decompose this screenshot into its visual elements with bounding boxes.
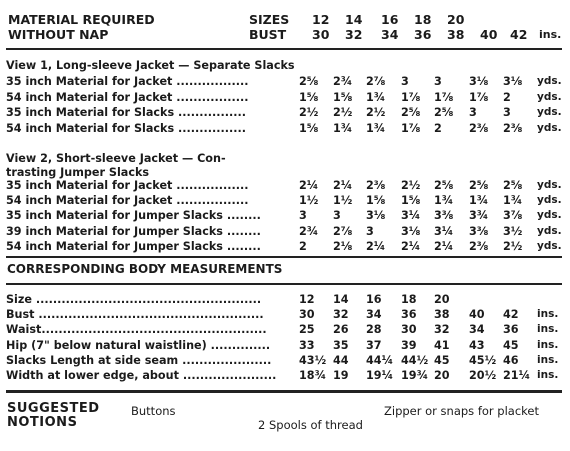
row-value: 2 bbox=[503, 90, 511, 104]
row-value: 2⅜ bbox=[503, 121, 523, 135]
row-value: 1⅞ bbox=[469, 90, 489, 104]
row-value: 19 bbox=[333, 369, 349, 382]
row-value: 18 bbox=[401, 293, 417, 306]
table-row bbox=[0, 122, 570, 137]
row-value: 2¾ bbox=[299, 224, 319, 238]
divider bbox=[6, 283, 562, 285]
row-value: 1¾ bbox=[333, 121, 353, 135]
row-value: 2⅜ bbox=[469, 239, 489, 253]
row-value: 1⅞ bbox=[434, 90, 454, 104]
row-value: 36 bbox=[503, 323, 519, 337]
row-value: 2¼ bbox=[434, 239, 454, 253]
table-row bbox=[0, 75, 570, 90]
row-value: 1⅝ bbox=[333, 90, 353, 104]
row-value: 1⅞ bbox=[401, 121, 421, 135]
body-measurements-title: CORRESPONDING BODY MEASUREMENTS bbox=[7, 262, 283, 276]
row-value: 36 bbox=[401, 308, 417, 322]
row-value: 1⅝ bbox=[299, 121, 319, 135]
row-value: 1⅞ bbox=[401, 90, 421, 104]
row-value: 44 bbox=[333, 353, 349, 367]
row-value: 3⅜ bbox=[469, 224, 489, 238]
row-value: 40 bbox=[469, 308, 485, 322]
notions-title-line-2: NOTIONS bbox=[7, 415, 78, 430]
row-value: 2⅛ bbox=[333, 239, 353, 253]
row-label: 35 inch Material for Jumper Slacks ........ bbox=[6, 209, 261, 223]
row-value: 2⅝ bbox=[469, 179, 489, 192]
divider bbox=[6, 48, 562, 50]
row-unit: ins. bbox=[537, 338, 559, 351]
row-value: 3⅛ bbox=[401, 224, 421, 238]
row-value: 1⅝ bbox=[401, 194, 421, 208]
row-value: 34 bbox=[469, 323, 485, 337]
row-label: Width at lower edge, about ...................... bbox=[6, 369, 277, 382]
row-label: 54 inch Material for Jacket ................. bbox=[6, 194, 249, 208]
row-value: 1½ bbox=[299, 194, 319, 208]
row-value: 32 bbox=[434, 323, 450, 337]
table-row bbox=[0, 225, 570, 240]
row-value: 1¾ bbox=[503, 194, 523, 208]
row-value: 32 bbox=[333, 308, 349, 322]
row-value: 34 bbox=[366, 308, 382, 322]
row-value: 2¼ bbox=[333, 179, 353, 192]
row-value: 1⅝ bbox=[366, 194, 386, 208]
size-18: 18 bbox=[414, 12, 432, 27]
table-row bbox=[0, 106, 570, 121]
divider bbox=[6, 390, 562, 393]
row-value: 2½ bbox=[503, 239, 523, 253]
bust-36: 36 bbox=[414, 27, 432, 42]
row-value: 3⅛ bbox=[469, 75, 489, 88]
row-unit: yds. bbox=[537, 224, 562, 237]
sizes-label: SIZES bbox=[249, 12, 290, 27]
table-row bbox=[0, 194, 570, 209]
row-value: 2¾ bbox=[333, 75, 353, 88]
row-value: 2¼ bbox=[366, 239, 386, 253]
row-value: 1¾ bbox=[366, 121, 386, 135]
row-value: 37 bbox=[366, 338, 382, 352]
row-value: 3 bbox=[503, 106, 511, 119]
row-value: 39 bbox=[401, 338, 417, 352]
table-row bbox=[0, 369, 570, 384]
row-value: 46 bbox=[503, 353, 519, 367]
table-row bbox=[0, 339, 570, 354]
row-unit: yds. bbox=[537, 106, 562, 118]
row-value: 45½ bbox=[469, 353, 497, 367]
row-value: 2⅝ bbox=[503, 179, 523, 192]
row-value: 19¾ bbox=[401, 369, 429, 382]
row-value: 25 bbox=[299, 323, 315, 337]
bust-38: 38 bbox=[447, 27, 465, 42]
row-unit: yds. bbox=[537, 75, 562, 87]
row-value: 3⅛ bbox=[366, 209, 386, 223]
row-value: 30 bbox=[299, 308, 315, 322]
row-value: 2½ bbox=[299, 106, 319, 119]
row-value: 3 bbox=[434, 75, 442, 88]
row-label: Hip (7" below natural waistline) .............. bbox=[6, 338, 271, 352]
row-value: 1¾ bbox=[469, 194, 489, 208]
row-value: 35 bbox=[333, 338, 349, 352]
row-value: 45 bbox=[434, 353, 450, 367]
row-value: 3 bbox=[333, 209, 341, 223]
bust-34: 34 bbox=[381, 27, 399, 42]
row-value: 21¼ bbox=[503, 369, 531, 382]
notion-zipper: Zipper or snaps for placket bbox=[384, 404, 539, 418]
row-value: 18¾ bbox=[299, 369, 327, 382]
row-label: Size ..................................................... bbox=[6, 293, 262, 306]
row-value: 3⅛ bbox=[503, 75, 523, 88]
divider bbox=[6, 256, 562, 258]
bust-unit: ins. bbox=[539, 28, 562, 41]
size-14: 14 bbox=[345, 12, 363, 27]
view2-title-line-2: trasting Jumper Slacks bbox=[6, 166, 150, 179]
table-row bbox=[0, 354, 570, 369]
row-label: 54 inch Material for Slacks ................ bbox=[6, 121, 247, 135]
row-value: 1⅝ bbox=[299, 90, 319, 104]
row-value: 20½ bbox=[469, 369, 497, 382]
row-value: 3½ bbox=[503, 224, 523, 238]
table-row bbox=[0, 323, 570, 338]
row-value: 2⅞ bbox=[366, 75, 386, 88]
table-row bbox=[0, 308, 570, 323]
row-value: 2⅞ bbox=[333, 224, 353, 238]
view2-title-line-1: View 2, Short-sleeve Jacket — Con- bbox=[6, 152, 226, 165]
row-unit: yds. bbox=[537, 194, 562, 207]
row-value: 2½ bbox=[401, 179, 421, 192]
row-value: 44¼ bbox=[366, 353, 394, 367]
row-value: 3 bbox=[366, 224, 374, 238]
row-value: 3 bbox=[401, 75, 409, 88]
row-value: 2⅝ bbox=[434, 106, 454, 119]
row-label: Waist..................................................... bbox=[6, 323, 267, 337]
size-12: 12 bbox=[312, 12, 330, 27]
row-value: 1¾ bbox=[366, 90, 386, 104]
row-value: 2½ bbox=[366, 106, 386, 119]
row-value: 26 bbox=[333, 323, 349, 337]
row-unit: yds. bbox=[537, 179, 562, 191]
table-row bbox=[0, 179, 570, 194]
table-row bbox=[0, 293, 570, 308]
row-value: 14 bbox=[333, 293, 349, 306]
row-unit: ins. bbox=[537, 353, 559, 366]
row-value: 1½ bbox=[333, 194, 353, 208]
size-16: 16 bbox=[381, 12, 399, 27]
row-value: 2½ bbox=[333, 106, 353, 119]
row-value: 20 bbox=[434, 369, 450, 382]
row-value: 30 bbox=[401, 323, 417, 337]
row-label: 35 inch Material for Jacket ................. bbox=[6, 75, 249, 88]
row-value: 3⅜ bbox=[434, 209, 454, 223]
row-value: 38 bbox=[434, 308, 450, 322]
row-value: 2⅜ bbox=[469, 121, 489, 135]
row-label: 35 inch Material for Slacks ................ bbox=[6, 106, 247, 119]
size-20: 20 bbox=[447, 12, 465, 27]
table-row bbox=[0, 240, 570, 255]
row-value: 3¾ bbox=[469, 209, 489, 223]
row-value: 3 bbox=[469, 106, 477, 119]
row-label: 39 inch Material for Jumper Slacks ........ bbox=[6, 224, 261, 238]
row-label: 54 inch Material for Jacket ................. bbox=[6, 90, 249, 104]
row-value: 45 bbox=[503, 338, 519, 352]
notion-thread: 2 Spools of thread bbox=[258, 418, 363, 432]
row-value: 2 bbox=[434, 121, 442, 135]
row-value: 44½ bbox=[401, 353, 429, 367]
row-unit: ins. bbox=[537, 308, 559, 321]
row-value: 43 bbox=[469, 338, 485, 352]
row-unit: yds. bbox=[537, 239, 562, 252]
row-value: 28 bbox=[366, 323, 382, 337]
row-value: 1¾ bbox=[434, 194, 454, 208]
table-row bbox=[0, 91, 570, 106]
row-value: 43½ bbox=[299, 353, 327, 367]
row-value: 16 bbox=[366, 293, 382, 306]
row-label: 35 inch Material for Jacket ................. bbox=[6, 179, 249, 192]
row-unit: yds. bbox=[537, 121, 562, 134]
row-value: 41 bbox=[434, 338, 450, 352]
row-value: 3¼ bbox=[434, 224, 454, 238]
title-line-2: WITHOUT NAP bbox=[8, 27, 109, 42]
bust-30: 30 bbox=[312, 27, 330, 42]
row-unit: yds. bbox=[537, 209, 562, 222]
row-value: 3¼ bbox=[401, 209, 421, 223]
notion-buttons: Buttons bbox=[131, 404, 176, 418]
row-value: 19¼ bbox=[366, 369, 394, 382]
bust-label: BUST bbox=[249, 27, 287, 42]
row-value: 20 bbox=[434, 293, 450, 306]
row-value: 33 bbox=[299, 338, 315, 352]
row-value: 3⅞ bbox=[503, 209, 523, 223]
bust-32: 32 bbox=[345, 27, 363, 42]
row-unit: yds. bbox=[537, 90, 562, 103]
view1-title: View 1, Long-sleeve Jacket — Separate Slacks bbox=[6, 59, 295, 72]
notions-title-line-1: SUGGESTED bbox=[7, 401, 100, 416]
row-value: 3 bbox=[299, 209, 307, 223]
row-label: Bust ..................................................... bbox=[6, 308, 264, 322]
row-value: 2⅝ bbox=[401, 106, 421, 119]
bust-42: 42 bbox=[510, 27, 528, 42]
row-value: 2⅜ bbox=[366, 179, 386, 192]
row-label: Slacks Length at side seam ..................... bbox=[6, 353, 272, 367]
row-value: 2 bbox=[299, 239, 307, 253]
row-value: 12 bbox=[299, 293, 315, 306]
row-value: 2⅝ bbox=[299, 75, 319, 88]
row-label: 54 inch Material for Jumper Slacks ........ bbox=[6, 239, 261, 253]
row-value: 2¼ bbox=[401, 239, 421, 253]
table-row bbox=[0, 209, 570, 224]
row-value: 42 bbox=[503, 308, 519, 322]
row-value: 2⅝ bbox=[434, 179, 454, 192]
bust-40: 40 bbox=[480, 27, 498, 42]
row-unit: ins. bbox=[537, 323, 559, 336]
row-value: 2¼ bbox=[299, 179, 319, 192]
row-unit: ins. bbox=[537, 369, 559, 381]
title-line-1: MATERIAL REQUIRED bbox=[8, 12, 155, 27]
